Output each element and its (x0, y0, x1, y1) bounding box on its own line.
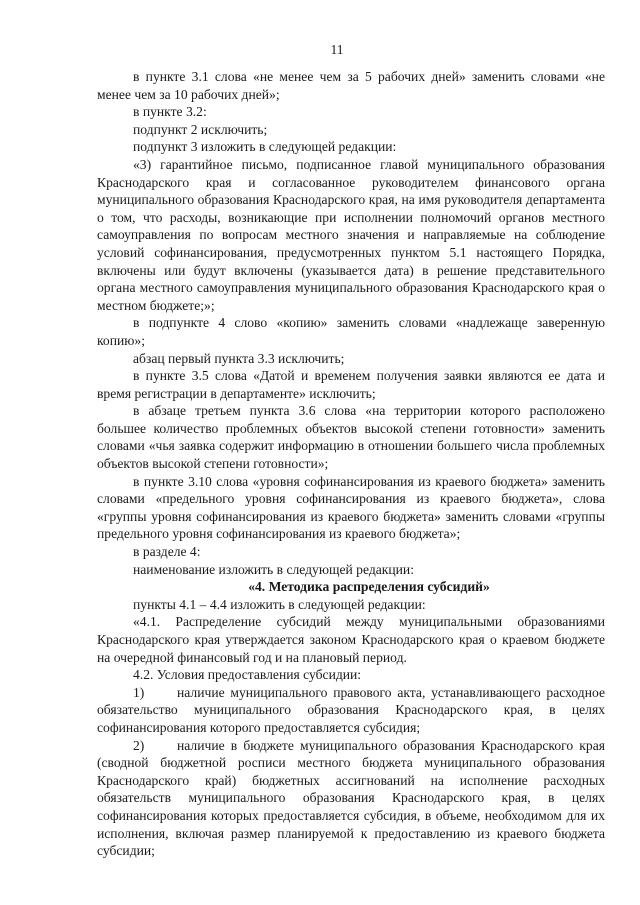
item-number: 1) (133, 684, 145, 700)
item-text: наличие муниципального правового акта, устанавливающего расходное обязательство муниципального образования Краснодарского края, в целях софинансирования которого предоставляется субсидия; (97, 684, 605, 735)
paragraph: «3) гарантийное письмо, подписанное главой муниципального образования Краснодарского края и согласованное руководителем финансового органа муниципального образования Краснодарского края, на имя руководителя департамента о том, что расходы, возникающие при исполнении полномочий органов местного самоуправления по вопросам местного значения и направляемые на соблюдение условий софинансирования, предусмотренных пунктом 5.1 настоящего Порядка, включены или будут включены (указывается дата) в решение представительного органа местного самоуправления муниципального образования Краснодарского края о местном бюджете;»; (97, 156, 605, 313)
section-heading: «4. Методика распределения субсидий» (248, 579, 490, 595)
document-body (97, 68, 605, 860)
paragraph: в разделе 4: (133, 544, 201, 560)
numbered-item (97, 684, 605, 737)
paragraph: 4.2. Условия предоставления субсидии: (133, 667, 362, 683)
item-text: наличие в бюджете муниципального образования Краснодарского края (сводной бюджетной росписи местного бюджета муниципального образования Краснодарского край) бюджетных ассигнований на исполнение расходных обязательств муниципального образования Краснодарского края, в целях софинансирования которых предоставляется субсидия, в объеме, необходимом для их исполнения, включая размер планируемой к предоставлению из краевого бюджета субсидии; (97, 737, 605, 859)
paragraph: в пункте 3.10 слова «уровня софинансирования из краевого бюджета» заменить словами «предельного уровня софинансирования из краевого бюджета», слова «группы уровня софинансирования из краевого бюджета» заменить словами «группы предельного уровня софинансирования из краевого бюджета»; (97, 473, 605, 542)
paragraph: подпункт 3 изложить в следующей редакции: (133, 139, 397, 155)
paragraph: в пункте 3.5 слова «Датой и временем получения заявки являются ее дата и время регистрации в департаменте» исключить; (97, 368, 605, 401)
item-number: 2) (133, 737, 145, 753)
paragraph: абзац первый пункта 3.3 исключить; (133, 350, 345, 366)
paragraph: «4.1. Распределение субсидий между муниципальными образованиями Краснодарского края утверждается законом Краснодарского края о краевом бюджете на очередной финансовый год и на плановый период. (97, 614, 605, 665)
paragraph: в пункте 3.1 слова «не менее чем за 5 рабочих дней» заменить словами «не менее чем за 10 рабочих дней»; (97, 69, 605, 102)
paragraph: наименование изложить в следующей редакции: (133, 561, 414, 577)
page-number: 11 (330, 42, 344, 57)
paragraph: пункты 4.1 – 4.4 изложить в следующей редакции: (133, 596, 426, 612)
paragraph: в пункте 3.2: (133, 104, 207, 120)
paragraph: подпункт 2 исключить; (133, 121, 268, 137)
numbered-item (97, 737, 605, 860)
paragraph: в подпункте 4 слово «копию» заменить словами «надлежаще заверенную копию»; (97, 315, 605, 348)
paragraph: в абзаце третьем пункта 3.6 слова «на территории которого расположено большее количество проблемных объектов высокой степени готовности» заменить словами «чья заявка содержит информацию в отношении большего числа проблемных объектов высокой степени готовности»; (97, 403, 605, 472)
